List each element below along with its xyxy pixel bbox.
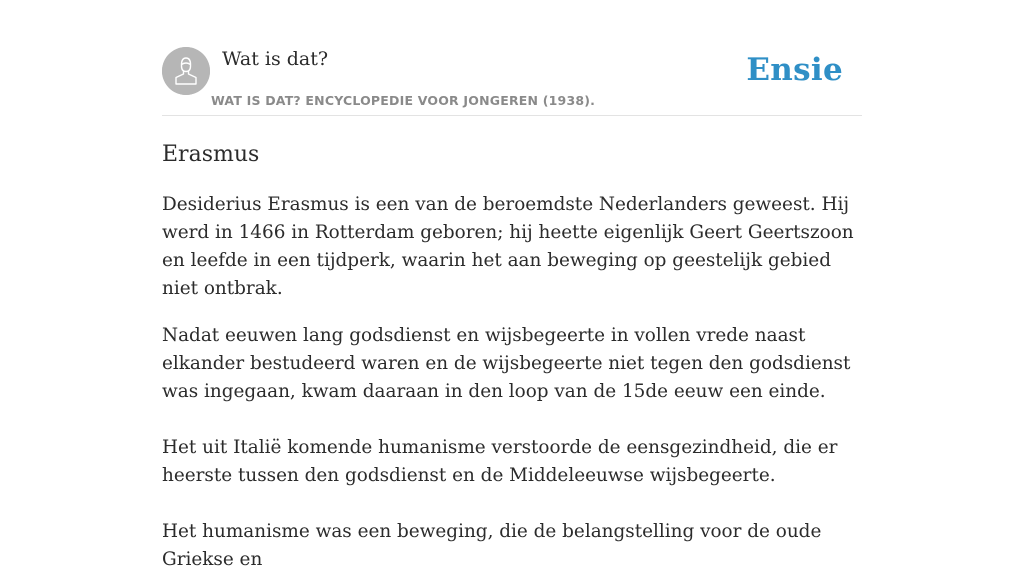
avatar[interactable] <box>162 47 210 95</box>
source-header <box>162 47 862 116</box>
source-subtitle: WAT IS DAT? ENCYCLOPEDIE VOOR JONGEREN (1938). <box>211 93 596 108</box>
article-body <box>162 191 862 574</box>
ensie-logo[interactable]: Ensie <box>746 52 843 88</box>
user-icon <box>162 47 210 95</box>
article-paragraph: Het uit Italië komende humanisme verstoorde de eensgezindheid, die er heerste tussen den godsdienst en de Middeleeuwse wijsbegeerte. <box>162 437 838 486</box>
article-paragraph: Nadat eeuwen lang godsdienst en wijsbegeerte in vollen vrede naast elkander bestudeerd waren en de wijsbegeerte niet tegen den godsdienst was ingegaan, kwam daaraan in den loop van de 15de eeuw een einde. <box>162 325 851 402</box>
source-title[interactable]: Wat is dat? <box>222 48 329 70</box>
article-paragraph: Het humanisme was een beweging, die de belangstelling voor de oude Griekse en <box>162 521 822 570</box>
page <box>162 0 862 574</box>
article-paragraph: Desiderius Erasmus is een van de beroemdste Nederlanders geweest. Hij werd in 1466 in Rotterdam geboren; hij heette eigenlijk Geert Geertszoon en leefde in een tijdperk, waarin het aan beweging op geestelijk gebied niet ontbrak. <box>162 194 854 299</box>
article-title: Erasmus <box>162 142 260 167</box>
